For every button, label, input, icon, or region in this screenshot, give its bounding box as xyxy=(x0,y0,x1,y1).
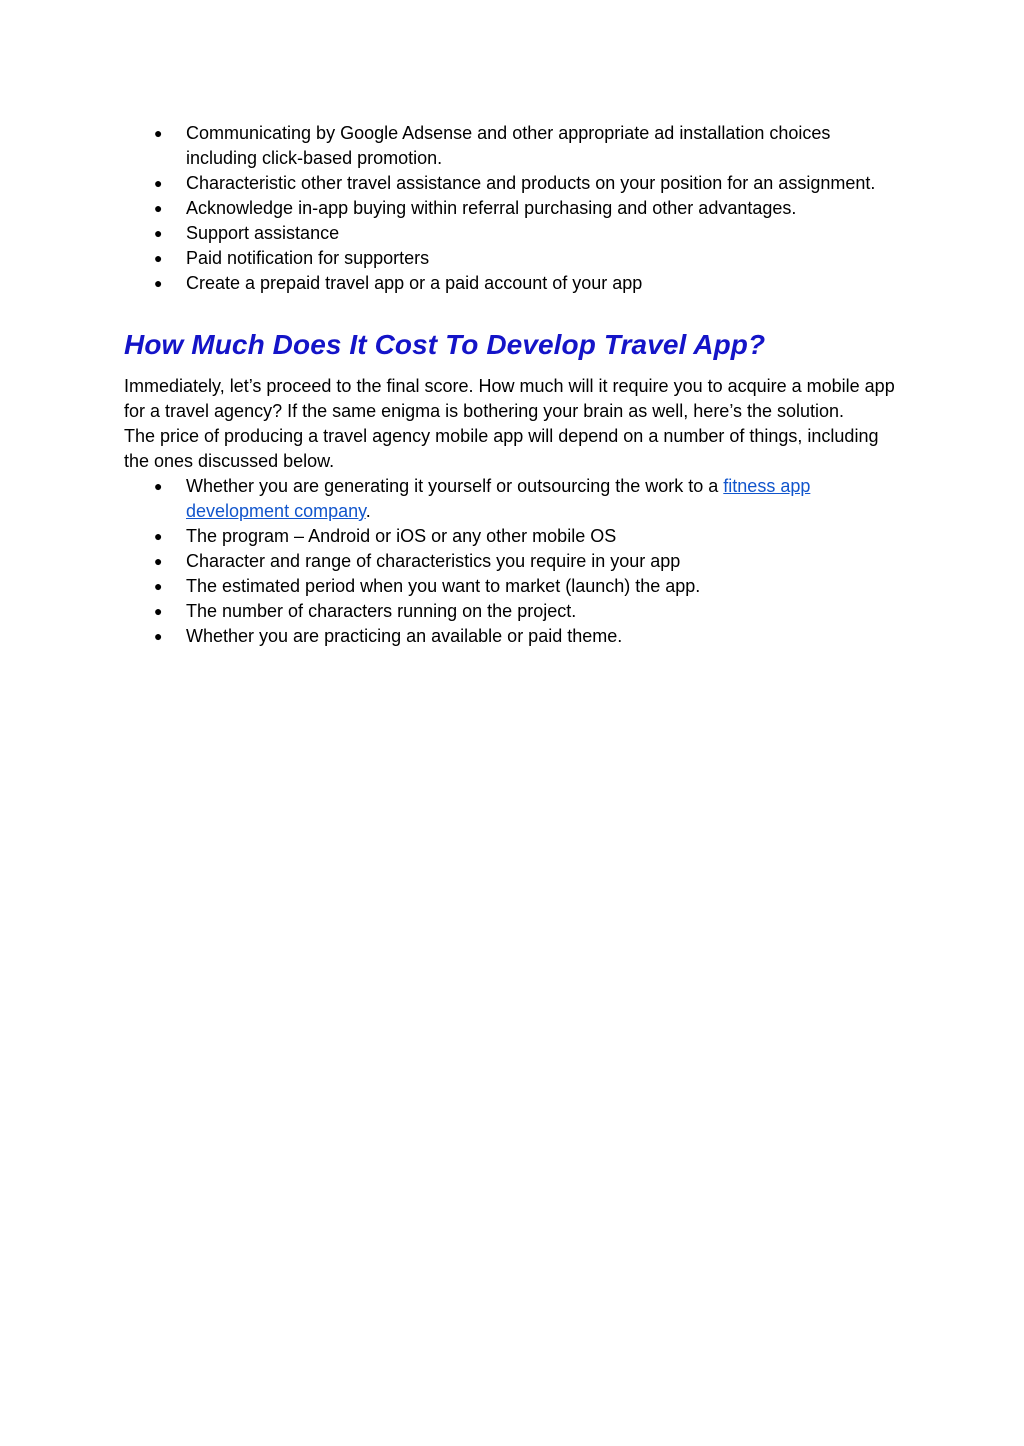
bullet-icon: ● xyxy=(154,250,163,266)
list-item-text: The number of characters running on the project. xyxy=(186,601,577,621)
list-item-text: The program – Android or iOS or any other mobile OS xyxy=(186,526,617,546)
bullet-icon: ● xyxy=(154,528,163,544)
list-item xyxy=(124,574,900,599)
paragraph: The price of producing a travel agency mobile app will depend on a number of things, including the ones discussed below. xyxy=(124,426,879,471)
list-item-text: Create a prepaid travel app or a paid account of your app xyxy=(186,273,643,293)
paragraph: Immediately, let’s proceed to the final score. How much will it require you to acquire a mobile app for a travel agency? If the same enigma is bothering your brain as well, here’s the solution. xyxy=(124,376,895,421)
list-item-text: The estimated period when you want to market (launch) the app. xyxy=(186,576,701,596)
list-item-text-end: . xyxy=(365,501,371,521)
list-item xyxy=(124,271,900,296)
list-item xyxy=(124,121,900,171)
body-text xyxy=(124,374,900,474)
list-item-text: Character and range of characteristics you require in your app xyxy=(186,551,681,571)
list-item-text: Whether you are generating it yourself or outsourcing the work to a xyxy=(186,476,724,496)
list-item xyxy=(124,196,900,221)
bullet-icon: ● xyxy=(154,275,163,291)
list-item-text: Characteristic other travel assistance and products on your position for an assignment. xyxy=(186,173,876,193)
bullet-icon: ● xyxy=(154,200,163,216)
list-item xyxy=(124,171,900,196)
list-item-text: Whether you are practicing an available or paid theme. xyxy=(186,626,623,646)
section-heading: How Much Does It Cost To Develop Travel App? xyxy=(124,329,766,360)
bullet-icon: ● xyxy=(154,225,163,241)
bullet-icon: ● xyxy=(154,603,163,619)
list-item xyxy=(124,524,900,549)
bullet-icon: ● xyxy=(154,553,163,569)
list-item xyxy=(124,474,900,524)
list-item xyxy=(124,221,900,246)
list-item xyxy=(124,246,900,271)
bullet-icon: ● xyxy=(154,125,163,141)
list-item xyxy=(124,599,900,624)
fitness-app-development-link[interactable]: fitness app development company xyxy=(186,476,811,521)
document-page xyxy=(124,121,900,649)
list-item-text: Communicating by Google Adsense and other appropriate ad installation choices including click-based promotion. xyxy=(186,123,831,168)
list-item xyxy=(124,624,900,649)
list-item-text: Acknowledge in-app buying within referral purchasing and other advantages. xyxy=(186,198,797,218)
bullet-icon: ● xyxy=(154,175,163,191)
monetization-list xyxy=(124,121,900,296)
bullet-icon: ● xyxy=(154,628,163,644)
cost-factors-list xyxy=(124,474,900,649)
list-item-text: Paid notification for supporters xyxy=(186,248,430,268)
bullet-icon: ● xyxy=(154,478,163,494)
list-item-text: Support assistance xyxy=(186,223,340,243)
bullet-icon: ● xyxy=(154,578,163,594)
list-item xyxy=(124,549,900,574)
